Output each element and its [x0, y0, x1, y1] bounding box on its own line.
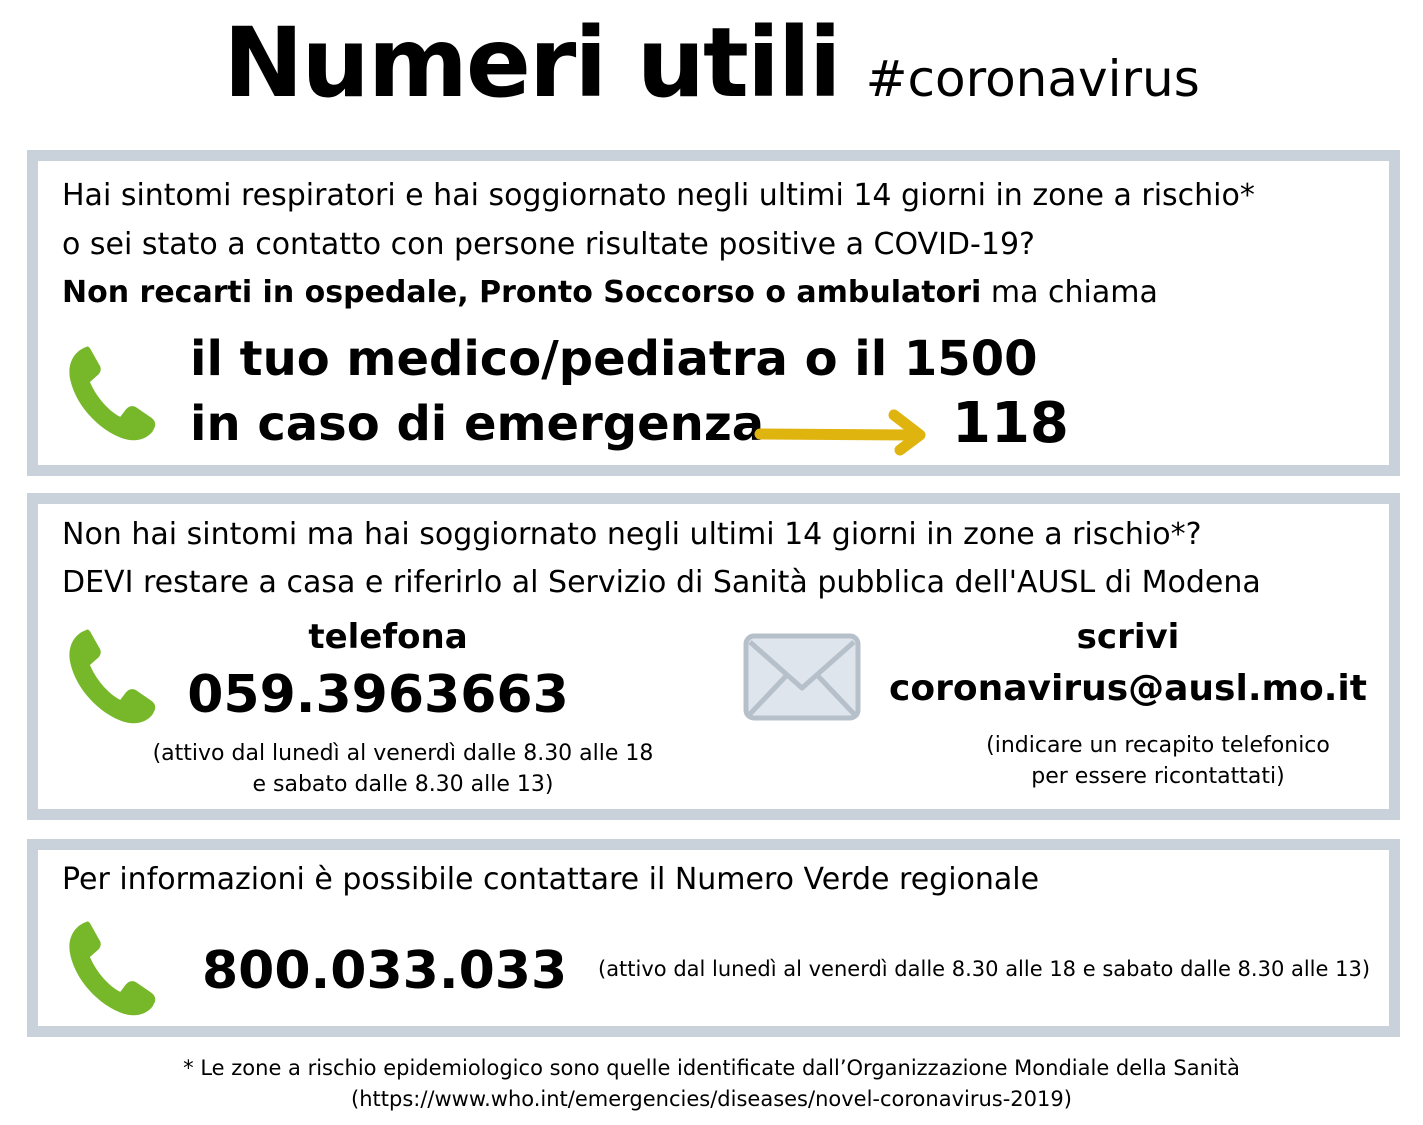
symptoms-section [27, 150, 1400, 476]
phone-icon [66, 624, 158, 728]
symptoms-instruction-bold: Non recarti in ospedale, Pronto Soccorso o ambulatori [62, 275, 982, 310]
call-doctor-text: il tuo medico/pediatra o il 1500 [190, 331, 1038, 387]
info-section [27, 839, 1400, 1037]
email-address[interactable]: coronavirus@ausl.mo.it [889, 668, 1367, 709]
no-symptoms-line1: Non hai sintomi ma hai soggiornato negli ultimi 14 giorni in zone a rischio*? [62, 517, 1202, 552]
no-symptoms-line2: DEVI restare a casa e riferirlo al Servizio di Sanità pubblica dell'AUSL di Modena [62, 565, 1261, 600]
emergency-number: 118 [952, 391, 1069, 456]
mail-label: scrivi [1076, 617, 1180, 657]
phone-hours-line1: (attivo dal lunedì al venerdì dalle 8.30 alle 18 [152, 741, 654, 766]
footnote-line1: * Le zone a rischio epidemiologico sono quelle identificate dall’Organizzazione Mondiale della Sanità [183, 1056, 1240, 1080]
no-symptoms-section [27, 493, 1400, 820]
info-line: Per informazioni è possibile contattare il Numero Verde regionale [62, 862, 1040, 897]
arrow-right-icon [754, 408, 929, 456]
emergency-text: in caso di emergenza [190, 396, 765, 452]
page-title: Numeri utili [223, 7, 840, 119]
footnote-link[interactable]: (https://www.who.int/emergencies/diseases/novel-coronavirus-2019) [351, 1087, 1072, 1111]
phone-label: telefona [308, 617, 468, 657]
symptoms-question-line2: o sei stato a contatto con persone risultate positive a COVID-19? [62, 227, 1035, 262]
phone-icon [66, 916, 158, 1020]
phone-hours-line2: e sabato dalle 8.30 alle 13) [252, 772, 554, 797]
envelope-icon [742, 632, 862, 722]
mail-note-line1: (indicare un recapito telefonico [986, 733, 1330, 758]
page-header [0, 8, 1423, 118]
symptoms-instruction [62, 273, 1158, 313]
symptoms-instruction-rest: ma chiama [981, 275, 1158, 310]
toll-free-number[interactable]: 800.033.033 [202, 941, 568, 1001]
toll-free-hours: (attivo dal lunedì al venerdì dalle 8.30 alle 18 e sabato dalle 8.30 alle 13) [598, 957, 1371, 981]
phone-icon [66, 341, 158, 445]
health-service-phone-number[interactable]: 059.3963663 [187, 665, 569, 725]
hashtag: #coronavirus [865, 50, 1200, 108]
mail-note-line2: per essere ricontattati) [1031, 764, 1285, 789]
symptoms-question-line1: Hai sintomi respiratori e hai soggiornato negli ultimi 14 giorni in zone a rischio* [62, 178, 1255, 213]
